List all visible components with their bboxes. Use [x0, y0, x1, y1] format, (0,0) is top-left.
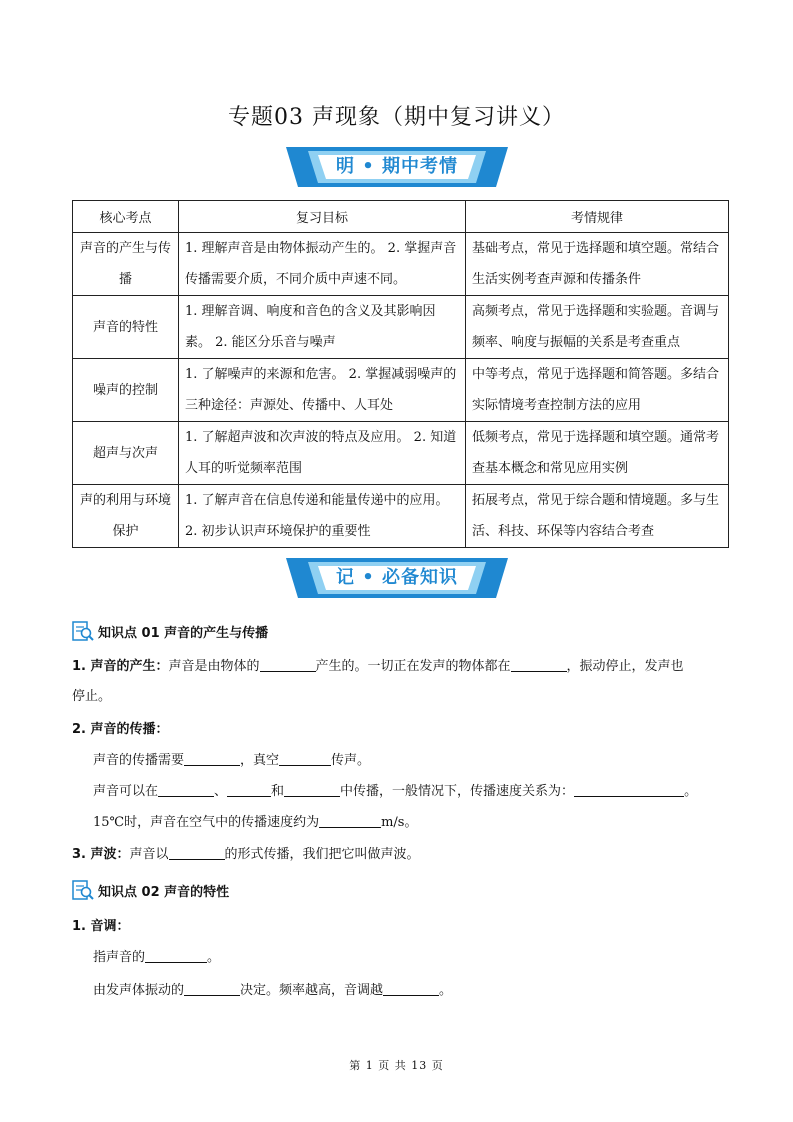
- table-cell: 噪声的控制: [73, 359, 179, 422]
- table-header-row: [73, 201, 729, 233]
- table-cell: 1. 理解声音是由物体振动产生的。 2. 掌握声音传播需要介质，不同介质中声速不同。: [179, 233, 466, 296]
- text: 中传播，一般情况下，传播速度关系为：: [340, 784, 575, 799]
- table-cell: 中等考点，常见于选择题和简答题。多结合实际情境考查控制方法的应用: [466, 359, 729, 422]
- fill-blank[interactable]: [279, 751, 331, 766]
- item-label: 1. 音调：: [72, 919, 130, 934]
- table-cell: 高频考点，常见于选择题和实验题。音调与频率、响度与振幅的关系是考查重点: [466, 296, 729, 359]
- fill-blank[interactable]: [383, 981, 439, 996]
- paragraph: [72, 657, 684, 677]
- text: 决定。频率越高，音调越: [240, 983, 384, 998]
- text: 声音以: [129, 847, 169, 862]
- text: 。: [684, 784, 698, 799]
- table-cell: 1. 理解音调、响度和音色的含义及其影响因素。 2. 能区分乐音与噪声: [179, 296, 466, 359]
- paragraph: [93, 782, 697, 802]
- text: 。: [439, 983, 453, 998]
- knowledge-point-title: 知识点 01 声音的产生与传播: [98, 625, 269, 641]
- item-label: 1. 声音的产生：: [72, 659, 169, 674]
- text: m/s。: [381, 815, 418, 830]
- knowledge-point-heading: [72, 620, 268, 642]
- section-banner-exam: [286, 147, 508, 187]
- table-cell: 基础考点，常见于选择题和填空题。常结合生活实例考查声源和传播条件: [466, 233, 729, 296]
- paragraph: [93, 948, 220, 968]
- text: 传声。: [331, 753, 371, 768]
- banner-title: 明 • 期中考情: [335, 156, 459, 177]
- paragraph: 停止。: [72, 689, 112, 704]
- table-cell: 1. 了解超声波和次声波的特点及应用。 2. 知道人耳的听觉频率范围: [179, 422, 466, 485]
- item-label: 2. 声音的传播：: [72, 722, 169, 737]
- text: 产生的。一切正在发声的物体都在: [315, 659, 511, 674]
- fill-blank[interactable]: [511, 657, 567, 672]
- fill-blank[interactable]: [319, 813, 381, 828]
- fill-blank[interactable]: [169, 845, 225, 860]
- exam-overview-table: [72, 200, 729, 548]
- text: 的形式传播，我们把它叫做声波。: [224, 847, 420, 862]
- text: 指声音的: [93, 950, 146, 965]
- table-cell: 1. 了解声音在信息传递和能量传递中的应用。 2. 初步认识声环境保护的重要性: [179, 485, 466, 548]
- table-cell: 声音的特性: [73, 296, 179, 359]
- text: 声音是由物体的: [168, 659, 260, 674]
- fill-blank[interactable]: [574, 782, 684, 797]
- text: 、: [214, 784, 228, 799]
- text: 。: [207, 950, 221, 965]
- table-cell: 超声与次声: [73, 422, 179, 485]
- text: 和: [271, 784, 285, 799]
- banner-title: 记 • 必备知识: [335, 567, 459, 588]
- table-header: 核心考点: [73, 201, 179, 233]
- magnifier-book-icon: [72, 620, 94, 642]
- paragraph: [93, 813, 417, 833]
- text: ，振动停止，发声也: [566, 659, 684, 674]
- table-row: [73, 233, 729, 296]
- table-cell: 1. 了解噪声的来源和危害。 2. 掌握减弱噪声的三种途径：声源处、传播中、人耳处: [179, 359, 466, 422]
- table-row: [73, 359, 729, 422]
- paragraph: [93, 751, 370, 771]
- page-title: 专题03 声现象（期中复习讲义）: [228, 105, 565, 130]
- table-cell: 声音的产生与传播: [73, 233, 179, 296]
- paragraph: [72, 845, 420, 865]
- page-footer: 第 1 页 共 13 页: [349, 1059, 444, 1072]
- knowledge-point-title: 知识点 02 声音的特性: [98, 884, 230, 900]
- table-cell: 拓展考点，常见于综合题和情境题。多与生活、科技、环保等内容结合考查: [466, 485, 729, 548]
- table-row: [73, 422, 729, 485]
- fill-blank[interactable]: [227, 782, 271, 797]
- text: 15℃时，声音在空气中的传播速度约为: [93, 815, 320, 830]
- table-cell: 声的利用与环境保护: [73, 485, 179, 548]
- text: 由发声体振动的: [93, 983, 185, 998]
- text: ，真空: [240, 753, 280, 768]
- fill-blank[interactable]: [158, 782, 214, 797]
- fill-blank[interactable]: [184, 981, 240, 996]
- magnifier-book-icon: [72, 879, 94, 901]
- text: 声音可以在: [93, 784, 159, 799]
- fill-blank[interactable]: [184, 751, 240, 766]
- paragraph: [93, 981, 452, 1001]
- table-row: [73, 296, 729, 359]
- fill-blank[interactable]: [145, 948, 207, 963]
- table-cell: 低频考点，常见于选择题和填空题。通常考查基本概念和常见应用实例: [466, 422, 729, 485]
- knowledge-point-heading: [72, 879, 229, 901]
- table-header: 考情规律: [466, 201, 729, 233]
- fill-blank[interactable]: [284, 782, 340, 797]
- fill-blank[interactable]: [260, 657, 316, 672]
- text: 声音的传播需要: [93, 753, 185, 768]
- table-header: 复习目标: [179, 201, 466, 233]
- item-label: 3. 声波：: [72, 847, 130, 862]
- table-row: [73, 485, 729, 548]
- section-banner-knowledge: [286, 558, 508, 598]
